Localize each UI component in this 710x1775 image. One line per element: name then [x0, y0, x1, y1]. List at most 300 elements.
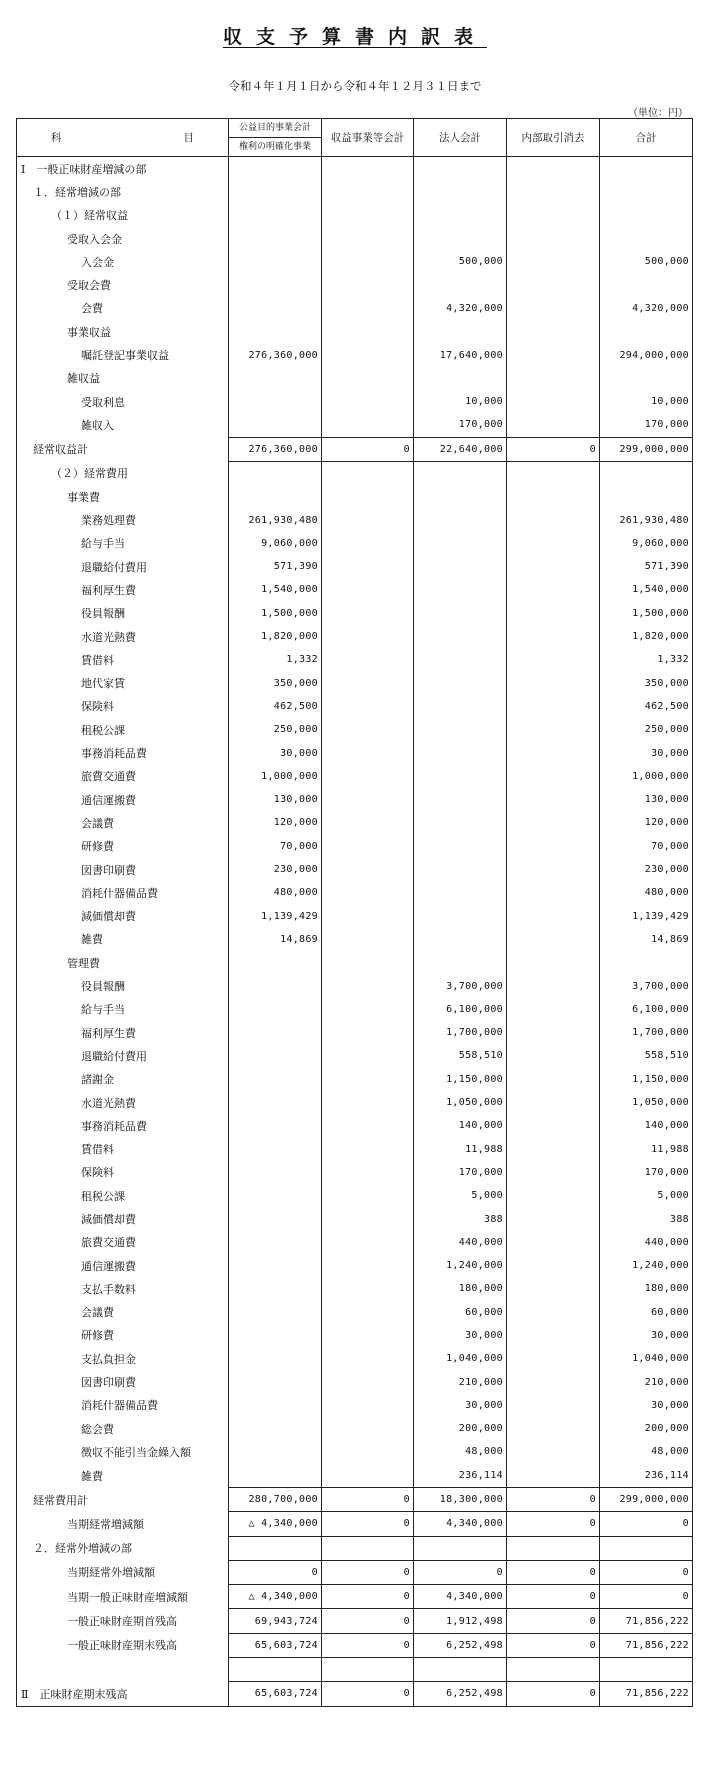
- cell-corporate: [414, 508, 507, 531]
- cell-public-purpose: △ 4,340,000: [229, 1512, 322, 1536]
- table-row: [17, 672, 693, 695]
- cell-public-purpose: [229, 1161, 322, 1184]
- cell-corporate: 210,000: [414, 1370, 507, 1393]
- cell-public-purpose: △ 4,340,000: [229, 1585, 322, 1609]
- cell-public-purpose: 1,820,000: [229, 625, 322, 648]
- cell-corporate: [414, 555, 507, 578]
- cell-elimination: [507, 951, 600, 974]
- cell-public-purpose: 30,000: [229, 741, 322, 764]
- cell-elimination: [507, 765, 600, 788]
- cell-profit-business: [322, 1277, 414, 1300]
- cell-corporate: [414, 273, 507, 296]
- cell-elimination: 0: [507, 1585, 600, 1609]
- cell-public-purpose: [229, 1184, 322, 1207]
- cell-public-purpose: [229, 461, 322, 485]
- cell-total: 440,000: [600, 1231, 693, 1254]
- cell-total: 250,000: [600, 718, 693, 741]
- cell-profit-business: [322, 273, 414, 296]
- cell-total: 70,000: [600, 835, 693, 858]
- cell-elimination: [507, 881, 600, 904]
- cell-elimination: [507, 928, 600, 951]
- cell-corporate: 60,000: [414, 1301, 507, 1324]
- row-label: 業務処理費: [17, 508, 229, 531]
- row-label: 役員報酬: [17, 974, 229, 997]
- row-label: 租税公課: [17, 718, 229, 741]
- header-subject: [17, 119, 229, 157]
- cell-corporate: 48,000: [414, 1440, 507, 1463]
- cell-total: 210,000: [600, 1370, 693, 1393]
- cell-corporate: 22,640,000: [414, 437, 507, 461]
- cell-profit-business: [322, 1184, 414, 1207]
- cell-elimination: [507, 1417, 600, 1440]
- cell-profit-business: [322, 1440, 414, 1463]
- cell-corporate: 170,000: [414, 1161, 507, 1184]
- row-label: 一般正味財産期末残高: [17, 1633, 229, 1657]
- cell-profit-business: [322, 1370, 414, 1393]
- row-label: 当期経常増減額: [17, 1512, 229, 1536]
- cell-elimination: [507, 1440, 600, 1463]
- table-row: [17, 811, 693, 834]
- row-label: 経常費用計: [17, 1487, 229, 1511]
- cell-profit-business: [322, 974, 414, 997]
- cell-elimination: [507, 297, 600, 320]
- cell-profit-business: 0: [322, 1585, 414, 1609]
- cell-total: 14,869: [600, 928, 693, 951]
- cell-profit-business: [322, 1301, 414, 1324]
- cell-corporate: 18,300,000: [414, 1487, 507, 1511]
- cell-elimination: [507, 413, 600, 437]
- cell-elimination: [507, 1277, 600, 1300]
- cell-profit-business: [322, 741, 414, 764]
- cell-profit-business: 0: [322, 437, 414, 461]
- currency-unit: （単位：円）: [628, 108, 688, 119]
- cell-corporate: [414, 811, 507, 834]
- cell-public-purpose: 70,000: [229, 835, 322, 858]
- cell-public-purpose: [229, 1440, 322, 1463]
- cell-elimination: 0: [507, 1487, 600, 1511]
- cell-public-purpose: [229, 1207, 322, 1230]
- cell-total: 299,000,000: [600, 1487, 693, 1511]
- table-row: [17, 648, 693, 671]
- cell-total: [600, 1536, 693, 1560]
- cell-elimination: [507, 1091, 600, 1114]
- cell-profit-business: [322, 485, 414, 508]
- table-row: [17, 1184, 693, 1207]
- table-row: [17, 1277, 693, 1300]
- cell-total: [600, 461, 693, 485]
- cell-elimination: [507, 1464, 600, 1488]
- cell-total: 1,139,429: [600, 905, 693, 928]
- row-label: ２．経常外増減の部: [17, 1536, 229, 1560]
- cell-total: [600, 951, 693, 974]
- cell-profit-business: 0: [322, 1633, 414, 1657]
- cell-profit-business: [322, 811, 414, 834]
- row-label: 管理費: [17, 951, 229, 974]
- cell-total: 48,000: [600, 1440, 693, 1463]
- cell-total: 1,820,000: [600, 625, 693, 648]
- table-row: [17, 1068, 693, 1091]
- table-row: [17, 1254, 693, 1277]
- table-row: [17, 905, 693, 928]
- cell-total: 120,000: [600, 811, 693, 834]
- cell-public-purpose: 1,139,429: [229, 905, 322, 928]
- cell-public-purpose: [229, 1091, 322, 1114]
- row-label: 賃借料: [17, 648, 229, 671]
- cell-total: 1,700,000: [600, 1021, 693, 1044]
- cell-profit-business: [322, 1254, 414, 1277]
- cell-corporate: 6,100,000: [414, 998, 507, 1021]
- cell-profit-business: [322, 1068, 414, 1091]
- cell-profit-business: [322, 835, 414, 858]
- row-label: 雑収入: [17, 413, 229, 437]
- cell-total: 30,000: [600, 1324, 693, 1347]
- cell-profit-business: [322, 1658, 414, 1682]
- table-row: [17, 1417, 693, 1440]
- table-row: [17, 1440, 693, 1463]
- row-label: 受取会費: [17, 273, 229, 296]
- table-row: [17, 413, 693, 437]
- table-row: [17, 578, 693, 601]
- cell-elimination: [507, 1536, 600, 1560]
- table-row: [17, 555, 693, 578]
- table-row: [17, 788, 693, 811]
- cell-profit-business: [322, 532, 414, 555]
- cell-profit-business: [322, 765, 414, 788]
- table-row: [17, 1560, 693, 1584]
- cell-total: 180,000: [600, 1277, 693, 1300]
- cell-total: 130,000: [600, 788, 693, 811]
- cell-profit-business: [322, 157, 414, 181]
- cell-profit-business: [322, 250, 414, 273]
- cell-corporate: [414, 672, 507, 695]
- cell-public-purpose: [229, 157, 322, 181]
- cell-profit-business: 0: [322, 1560, 414, 1584]
- cell-elimination: [507, 1068, 600, 1091]
- cell-profit-business: [322, 881, 414, 904]
- cell-public-purpose: 276,360,000: [229, 437, 322, 461]
- cell-corporate: 500,000: [414, 250, 507, 273]
- cell-profit-business: [322, 1417, 414, 1440]
- cell-elimination: [507, 555, 600, 578]
- cell-elimination: [507, 273, 600, 296]
- row-label: 通信運搬費: [17, 788, 229, 811]
- cell-profit-business: [322, 951, 414, 974]
- row-label: 事務消耗品費: [17, 741, 229, 764]
- cell-elimination: [507, 718, 600, 741]
- row-label: 図書印刷費: [17, 1370, 229, 1393]
- cell-corporate: [414, 905, 507, 928]
- cell-public-purpose: [229, 951, 322, 974]
- cell-elimination: [507, 1137, 600, 1160]
- cell-public-purpose: 261,930,480: [229, 508, 322, 531]
- cell-corporate: [414, 741, 507, 764]
- cell-corporate: 200,000: [414, 1417, 507, 1440]
- cell-elimination: 0: [507, 1560, 600, 1584]
- cell-total: 6,100,000: [600, 998, 693, 1021]
- cell-total: 71,856,222: [600, 1609, 693, 1633]
- cell-profit-business: [322, 1044, 414, 1067]
- cell-public-purpose: 1,540,000: [229, 578, 322, 601]
- cell-corporate: 10,000: [414, 390, 507, 413]
- cell-elimination: 0: [507, 1512, 600, 1536]
- table-row: [17, 1324, 693, 1347]
- cell-total: 10,000: [600, 390, 693, 413]
- table-row: [17, 390, 693, 413]
- cell-public-purpose: 462,500: [229, 695, 322, 718]
- cell-public-purpose: [229, 1114, 322, 1137]
- cell-profit-business: [322, 555, 414, 578]
- cell-total: 0: [600, 1585, 693, 1609]
- cell-elimination: [507, 1114, 600, 1137]
- row-label: 退職給付費用: [17, 1044, 229, 1067]
- cell-elimination: [507, 343, 600, 366]
- cell-elimination: [507, 1301, 600, 1324]
- cell-elimination: [507, 695, 600, 718]
- row-label: 事業収益: [17, 320, 229, 343]
- table-row: [17, 602, 693, 625]
- cell-elimination: [507, 741, 600, 764]
- cell-corporate: [414, 180, 507, 203]
- header-subject-left: 科: [51, 132, 62, 144]
- table-row: [17, 1231, 693, 1254]
- row-label: 通信運搬費: [17, 1254, 229, 1277]
- cell-corporate: [414, 461, 507, 485]
- cell-total: 1,540,000: [600, 578, 693, 601]
- cell-total: 200,000: [600, 1417, 693, 1440]
- cell-elimination: [507, 390, 600, 413]
- cell-elimination: [507, 998, 600, 1021]
- cell-total: 4,320,000: [600, 297, 693, 320]
- table-row: [17, 508, 693, 531]
- cell-total: 388: [600, 1207, 693, 1230]
- cell-public-purpose: [229, 413, 322, 437]
- cell-total: [600, 485, 693, 508]
- cell-public-purpose: 250,000: [229, 718, 322, 741]
- header-subject-right: 目: [183, 132, 194, 144]
- row-label: 保険料: [17, 1161, 229, 1184]
- cell-public-purpose: [229, 1370, 322, 1393]
- cell-elimination: [507, 835, 600, 858]
- table-row: [17, 881, 693, 904]
- cell-total: [600, 1658, 693, 1682]
- cell-elimination: [507, 320, 600, 343]
- cell-public-purpose: 1,332: [229, 648, 322, 671]
- cell-profit-business: [322, 180, 414, 203]
- budget-breakdown-table: [16, 118, 693, 1707]
- row-label: 減価償却費: [17, 905, 229, 928]
- cell-total: 261,930,480: [600, 508, 693, 531]
- table-row: [17, 1464, 693, 1488]
- cell-public-purpose: 14,869: [229, 928, 322, 951]
- cell-public-purpose: [229, 180, 322, 203]
- cell-public-purpose: 0: [229, 1560, 322, 1584]
- cell-corporate: [414, 1536, 507, 1560]
- row-label: 会費: [17, 297, 229, 320]
- cell-corporate: 180,000: [414, 1277, 507, 1300]
- cell-corporate: [414, 858, 507, 881]
- cell-profit-business: [322, 858, 414, 881]
- table-row: [17, 928, 693, 951]
- row-label: 会議費: [17, 811, 229, 834]
- cell-total: 1,000,000: [600, 765, 693, 788]
- cell-corporate: [414, 157, 507, 181]
- cell-corporate: 140,000: [414, 1114, 507, 1137]
- cell-profit-business: [322, 1231, 414, 1254]
- row-label: 減価償却費: [17, 1207, 229, 1230]
- row-label: （１）経常収益: [17, 204, 229, 227]
- cell-total: 5,000: [600, 1184, 693, 1207]
- cell-public-purpose: [229, 974, 322, 997]
- cell-profit-business: [322, 928, 414, 951]
- table-row: [17, 461, 693, 485]
- row-label: 福利厚生費: [17, 1021, 229, 1044]
- cell-profit-business: [322, 672, 414, 695]
- cell-corporate: [414, 367, 507, 390]
- row-label: 事務消耗品費: [17, 1114, 229, 1137]
- cell-total: [600, 180, 693, 203]
- cell-total: [600, 157, 693, 181]
- cell-profit-business: [322, 1137, 414, 1160]
- row-label: 雑費: [17, 1464, 229, 1488]
- cell-public-purpose: [229, 1394, 322, 1417]
- cell-profit-business: [322, 1114, 414, 1137]
- cell-elimination: [507, 227, 600, 250]
- cell-profit-business: [322, 297, 414, 320]
- cell-elimination: [507, 367, 600, 390]
- cell-public-purpose: [229, 1231, 322, 1254]
- table-row: [17, 1137, 693, 1160]
- cell-corporate: 30,000: [414, 1394, 507, 1417]
- cell-total: 1,040,000: [600, 1347, 693, 1370]
- table-row: [17, 1512, 693, 1536]
- row-label: 退職給付費用: [17, 555, 229, 578]
- cell-corporate: 1,050,000: [414, 1091, 507, 1114]
- table-row: [17, 343, 693, 366]
- cell-total: 140,000: [600, 1114, 693, 1137]
- table-row: [17, 1044, 693, 1067]
- cell-public-purpose: 65,603,724: [229, 1633, 322, 1657]
- cell-elimination: [507, 602, 600, 625]
- cell-elimination: [507, 811, 600, 834]
- header-profit-business: 収益事業等会計: [322, 119, 414, 157]
- cell-public-purpose: [229, 1417, 322, 1440]
- row-label: 研修費: [17, 835, 229, 858]
- cell-elimination: [507, 485, 600, 508]
- cell-elimination: [507, 180, 600, 203]
- cell-public-purpose: 350,000: [229, 672, 322, 695]
- row-label: １．経常増減の部: [17, 180, 229, 203]
- cell-public-purpose: [229, 1301, 322, 1324]
- row-label: [17, 1658, 229, 1682]
- cell-total: 299,000,000: [600, 437, 693, 461]
- cell-profit-business: [322, 905, 414, 928]
- table-row: [17, 297, 693, 320]
- row-label: 水道光熱費: [17, 1091, 229, 1114]
- cell-elimination: [507, 578, 600, 601]
- cell-public-purpose: [229, 204, 322, 227]
- cell-public-purpose: [229, 1277, 322, 1300]
- row-label: 賃借料: [17, 1137, 229, 1160]
- cell-public-purpose: 1,500,000: [229, 602, 322, 625]
- cell-total: 30,000: [600, 1394, 693, 1417]
- cell-elimination: 0: [507, 1682, 600, 1706]
- cell-elimination: [507, 974, 600, 997]
- cell-elimination: [507, 1161, 600, 1184]
- cell-total: 1,150,000: [600, 1068, 693, 1091]
- cell-total: 71,856,222: [600, 1682, 693, 1706]
- table-row: [17, 273, 693, 296]
- cell-profit-business: [322, 320, 414, 343]
- cell-elimination: [507, 1184, 600, 1207]
- cell-corporate: [414, 1658, 507, 1682]
- cell-corporate: 5,000: [414, 1184, 507, 1207]
- cell-corporate: 170,000: [414, 413, 507, 437]
- cell-public-purpose: [229, 1658, 322, 1682]
- cell-corporate: [414, 765, 507, 788]
- ledger-body: [17, 157, 693, 1707]
- cell-total: 230,000: [600, 858, 693, 881]
- cell-corporate: 1,700,000: [414, 1021, 507, 1044]
- row-label: 支払手数料: [17, 1277, 229, 1300]
- cell-profit-business: 0: [322, 1682, 414, 1706]
- cell-elimination: [507, 648, 600, 671]
- cell-profit-business: [322, 413, 414, 437]
- cell-elimination: [507, 157, 600, 181]
- cell-profit-business: [322, 1021, 414, 1044]
- cell-total: 3,700,000: [600, 974, 693, 997]
- cell-elimination: [507, 905, 600, 928]
- cell-profit-business: [322, 367, 414, 390]
- cell-corporate: 4,320,000: [414, 297, 507, 320]
- row-label: 保険料: [17, 695, 229, 718]
- cell-corporate: [414, 951, 507, 974]
- cell-elimination: [507, 1324, 600, 1347]
- row-label: 租税公課: [17, 1184, 229, 1207]
- cell-public-purpose: [229, 1324, 322, 1347]
- row-label: 給与手当: [17, 532, 229, 555]
- table-row: [17, 227, 693, 250]
- cell-total: 170,000: [600, 1161, 693, 1184]
- table-row: [17, 835, 693, 858]
- row-label: Ⅰ 一般正味財産増減の部: [17, 157, 229, 181]
- cell-corporate: [414, 625, 507, 648]
- row-label: 会議費: [17, 1301, 229, 1324]
- table-row: [17, 1091, 693, 1114]
- cell-profit-business: [322, 578, 414, 601]
- cell-public-purpose: [229, 320, 322, 343]
- table-row: [17, 765, 693, 788]
- cell-elimination: [507, 1231, 600, 1254]
- row-label: 旅費交通費: [17, 1231, 229, 1254]
- cell-corporate: 6,252,498: [414, 1633, 507, 1657]
- cell-total: [600, 273, 693, 296]
- cell-total: 571,390: [600, 555, 693, 578]
- cell-public-purpose: [229, 1464, 322, 1488]
- cell-profit-business: 0: [322, 1512, 414, 1536]
- cell-corporate: [414, 718, 507, 741]
- cell-corporate: 4,340,000: [414, 1512, 507, 1536]
- cell-total: 71,856,222: [600, 1633, 693, 1657]
- cell-public-purpose: [229, 1044, 322, 1067]
- table-row: [17, 1609, 693, 1633]
- cell-elimination: [507, 532, 600, 555]
- table-row: [17, 741, 693, 764]
- row-label: 水道光熱費: [17, 625, 229, 648]
- cell-profit-business: [322, 648, 414, 671]
- cell-corporate: [414, 485, 507, 508]
- row-label: 嘱託登記事業収益: [17, 343, 229, 366]
- cell-elimination: [507, 1207, 600, 1230]
